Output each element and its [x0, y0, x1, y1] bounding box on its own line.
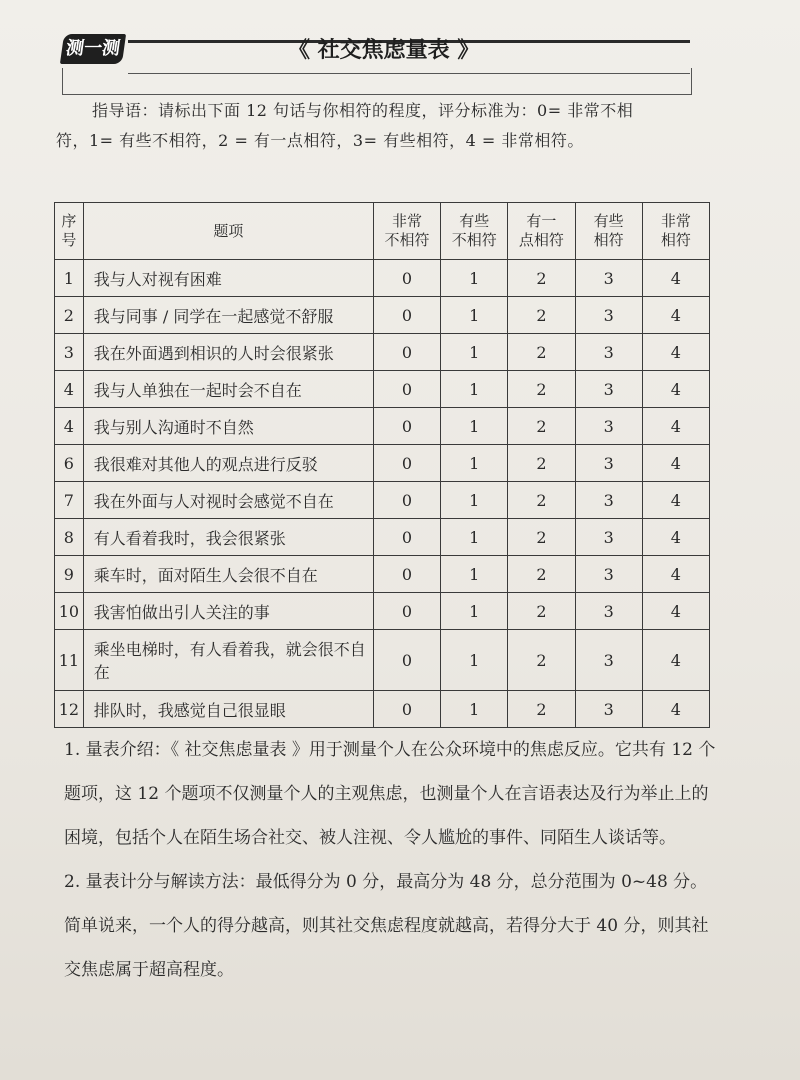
header-score-1: 有些 不相符 — [441, 203, 508, 260]
row-item: 我与同事 / 同学在一起感觉不舒服 — [83, 297, 373, 334]
score-cell: 3 — [575, 260, 642, 297]
score-cell: 0 — [373, 556, 440, 593]
score-cell: 2 — [508, 408, 575, 445]
score-cell: 3 — [575, 482, 642, 519]
table-row — [55, 260, 710, 297]
score-cell: 3 — [575, 691, 642, 728]
row-number: 4 — [55, 371, 84, 408]
row-item: 乘车时，面对陌生人会很不自在 — [83, 556, 373, 593]
table-row — [55, 482, 710, 519]
score-cell: 4 — [642, 482, 709, 519]
score-cell: 3 — [575, 519, 642, 556]
score-cell: 3 — [575, 297, 642, 334]
score-cell: 0 — [373, 593, 440, 630]
section-badge: 测一测 — [60, 34, 126, 64]
score-cell: 4 — [642, 260, 709, 297]
row-number: 2 — [55, 297, 84, 334]
header-item: 题项 — [83, 203, 373, 260]
row-item: 乘坐电梯时，有人看着我，就会很不自在 — [83, 630, 373, 691]
score-cell: 0 — [373, 334, 440, 371]
score-cell: 3 — [575, 630, 642, 691]
row-item: 我与人对视有困难 — [83, 260, 373, 297]
score-cell: 4 — [642, 371, 709, 408]
header-score-2: 有一 点相符 — [508, 203, 575, 260]
scale-table — [54, 202, 710, 728]
row-item: 我与人单独在一起时会不自在 — [83, 371, 373, 408]
table-row — [55, 371, 710, 408]
row-number: 7 — [55, 482, 84, 519]
row-item: 我在外面与人对视时会感觉不自在 — [83, 482, 373, 519]
score-cell: 2 — [508, 691, 575, 728]
score-cell: 4 — [642, 445, 709, 482]
score-cell: 4 — [642, 630, 709, 691]
score-cell: 1 — [441, 556, 508, 593]
table-row — [55, 445, 710, 482]
score-cell: 1 — [441, 630, 508, 691]
header-number: 序 号 — [55, 203, 84, 260]
instructions-line-2: 符，1= 有些不相符，2 = 有一点相符，3= 有些相符，4 = 非常相符。 — [56, 131, 584, 150]
score-cell: 4 — [642, 297, 709, 334]
table-row — [55, 334, 710, 371]
row-number: 4 — [55, 408, 84, 445]
row-item: 我很难对其他人的观点进行反驳 — [83, 445, 373, 482]
score-cell: 1 — [441, 334, 508, 371]
score-cell: 1 — [441, 297, 508, 334]
score-cell: 3 — [575, 556, 642, 593]
score-cell: 0 — [373, 297, 440, 334]
row-item: 排队时，我感觉自己很显眼 — [83, 691, 373, 728]
score-cell: 1 — [441, 260, 508, 297]
table-row — [55, 408, 710, 445]
score-cell: 4 — [642, 334, 709, 371]
score-cell: 4 — [642, 408, 709, 445]
score-cell: 1 — [441, 371, 508, 408]
score-cell: 0 — [373, 691, 440, 728]
table-row — [55, 556, 710, 593]
row-item: 有人看着我时，我会很紧张 — [83, 519, 373, 556]
score-cell: 1 — [441, 482, 508, 519]
score-cell: 2 — [508, 334, 575, 371]
score-cell: 2 — [508, 297, 575, 334]
score-cell: 0 — [373, 445, 440, 482]
header-score-3: 有些 相符 — [575, 203, 642, 260]
score-cell: 0 — [373, 630, 440, 691]
score-cell: 3 — [575, 334, 642, 371]
score-cell: 2 — [508, 556, 575, 593]
paragraph-scoring: 2. 量表计分与解读方法：最低得分为 0 分，最高分为 48 分，总分范围为 0~48 分。简单说来，一个人的得分越高，则其社交焦虑程度就越高，若得分大于 40 分，则其社交焦虑属于超高程度。 — [64, 872, 709, 980]
score-cell: 3 — [575, 593, 642, 630]
page-title: 《 社交焦虑量表 》 — [288, 37, 480, 63]
row-item: 我害怕做出引人关注的事 — [83, 593, 373, 630]
score-cell: 4 — [642, 556, 709, 593]
row-item: 我与别人沟通时不自然 — [83, 408, 373, 445]
table-row — [55, 297, 710, 334]
score-cell: 2 — [508, 519, 575, 556]
section-header — [62, 26, 692, 94]
instructions — [56, 96, 696, 156]
header-score-4: 非常 相符 — [642, 203, 709, 260]
row-number: 1 — [55, 260, 84, 297]
paragraph-introduction: 1. 量表介绍：《 社交焦虑量表 》用于测量个人在公众环境中的焦虑反应。它共有 12 个题项，这 12 个题项不仅测量个人的主观焦虑，也测量个人在言语表达及行为举止上的困境，包括个人在陌生场合社交、被人注视、令人尴尬的事件、同陌生人谈话等。 — [64, 740, 716, 848]
score-cell: 4 — [642, 519, 709, 556]
table-row — [55, 593, 710, 630]
score-cell: 1 — [441, 593, 508, 630]
score-cell: 3 — [575, 371, 642, 408]
score-cell: 1 — [441, 519, 508, 556]
score-cell: 0 — [373, 371, 440, 408]
score-cell: 4 — [642, 691, 709, 728]
score-cell: 0 — [373, 408, 440, 445]
table-row — [55, 691, 710, 728]
score-cell: 1 — [441, 408, 508, 445]
score-cell: 2 — [508, 593, 575, 630]
score-cell: 3 — [575, 408, 642, 445]
score-cell: 3 — [575, 445, 642, 482]
score-cell: 2 — [508, 445, 575, 482]
score-cell: 0 — [373, 519, 440, 556]
header-score-0: 非常 不相符 — [373, 203, 440, 260]
score-cell: 2 — [508, 630, 575, 691]
row-number: 12 — [55, 691, 84, 728]
score-cell: 1 — [441, 691, 508, 728]
explanation-text — [20, 728, 720, 992]
score-cell: 0 — [373, 482, 440, 519]
score-cell: 0 — [373, 260, 440, 297]
table-row — [55, 630, 710, 691]
row-number: 11 — [55, 630, 84, 691]
row-item: 我在外面遇到相识的人时会很紧张 — [83, 334, 373, 371]
row-number: 6 — [55, 445, 84, 482]
table-header-row — [55, 203, 710, 260]
score-cell: 4 — [642, 593, 709, 630]
table-row — [55, 519, 710, 556]
score-cell: 1 — [441, 445, 508, 482]
score-cell: 2 — [508, 482, 575, 519]
instructions-line-1: 指导语：请标出下面 12 句话与你相符的程度，评分标准为：0= 非常不相 — [92, 101, 634, 120]
score-cell: 2 — [508, 371, 575, 408]
row-number: 9 — [55, 556, 84, 593]
score-cell: 2 — [508, 260, 575, 297]
row-number: 3 — [55, 334, 84, 371]
row-number: 10 — [55, 593, 84, 630]
row-number: 8 — [55, 519, 84, 556]
